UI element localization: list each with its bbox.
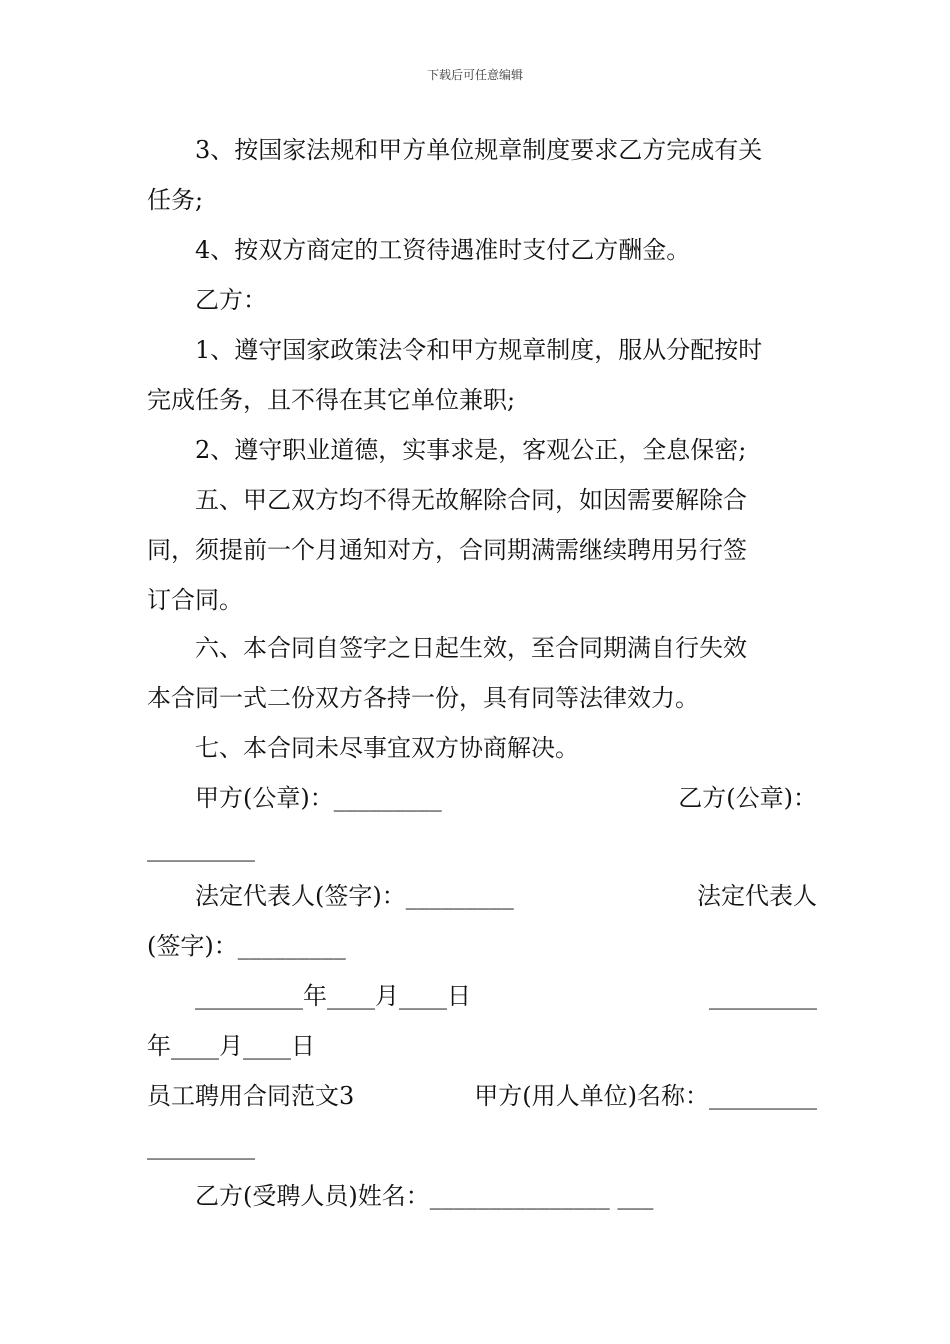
- party-a-seal-line: 甲方(公章)：_________: [195, 784, 442, 812]
- text-line: 1、遵守国家政策法令和甲方规章制度，服从分配按时: [195, 336, 763, 364]
- date-b-line: 年____月____日: [147, 1032, 315, 1060]
- text-line: 订合同。: [147, 586, 243, 614]
- legal-rep-a-line: 法定代表人(签字)：_________: [195, 882, 514, 910]
- date-a-line: _________年____月____日: [195, 982, 471, 1010]
- text-line: 完成任务，且不得在其它单位兼职;: [147, 386, 516, 414]
- page-header: 下载后可任意编辑: [426, 68, 523, 82]
- party-b-seal-label: 乙方(公章)：: [678, 784, 817, 812]
- text-line: 乙方：: [195, 286, 267, 314]
- blank-line: _________: [147, 1132, 255, 1160]
- paragraph-line: [147, 135, 807, 165]
- text-line: 4、按双方商定的工资待遇准时支付乙方酬金。: [195, 236, 691, 264]
- text-line: 3、按国家法规和甲方单位规章制度要求乙方完成有关: [195, 136, 763, 164]
- text-line: 任务;: [147, 186, 204, 214]
- section-title: 员工聘用合同范文3: [147, 1082, 355, 1110]
- text-line: 六、本合同自签字之日起生效，至合同期满自行失效: [195, 634, 747, 662]
- text-line: 同，须提前一个月通知对方，合同期满需继续聘用另行签: [147, 536, 747, 564]
- signature-line: (签字)：_________: [147, 932, 346, 960]
- legal-rep-b-label: 法定代表人: [697, 882, 817, 910]
- text-line: 七、本合同未尽事宜双方协商解决。: [195, 734, 579, 762]
- blank-line: _________: [147, 834, 255, 862]
- date-b-blank: _________: [709, 982, 817, 1010]
- text-line: 本合同一式二份双方各持一份，具有同等法律效力。: [147, 684, 699, 712]
- employee-name-line: 乙方(受聘人员)姓名：_______________ ___: [195, 1182, 654, 1210]
- text-line: 五、甲乙双方均不得无故解除合同，如因需要解除合: [195, 486, 747, 514]
- text-line: 2、遵守职业道德，实事求是，客观公正，全息保密;: [195, 436, 747, 464]
- employer-name-line: 甲方(用人单位)名称：_________: [474, 1082, 817, 1110]
